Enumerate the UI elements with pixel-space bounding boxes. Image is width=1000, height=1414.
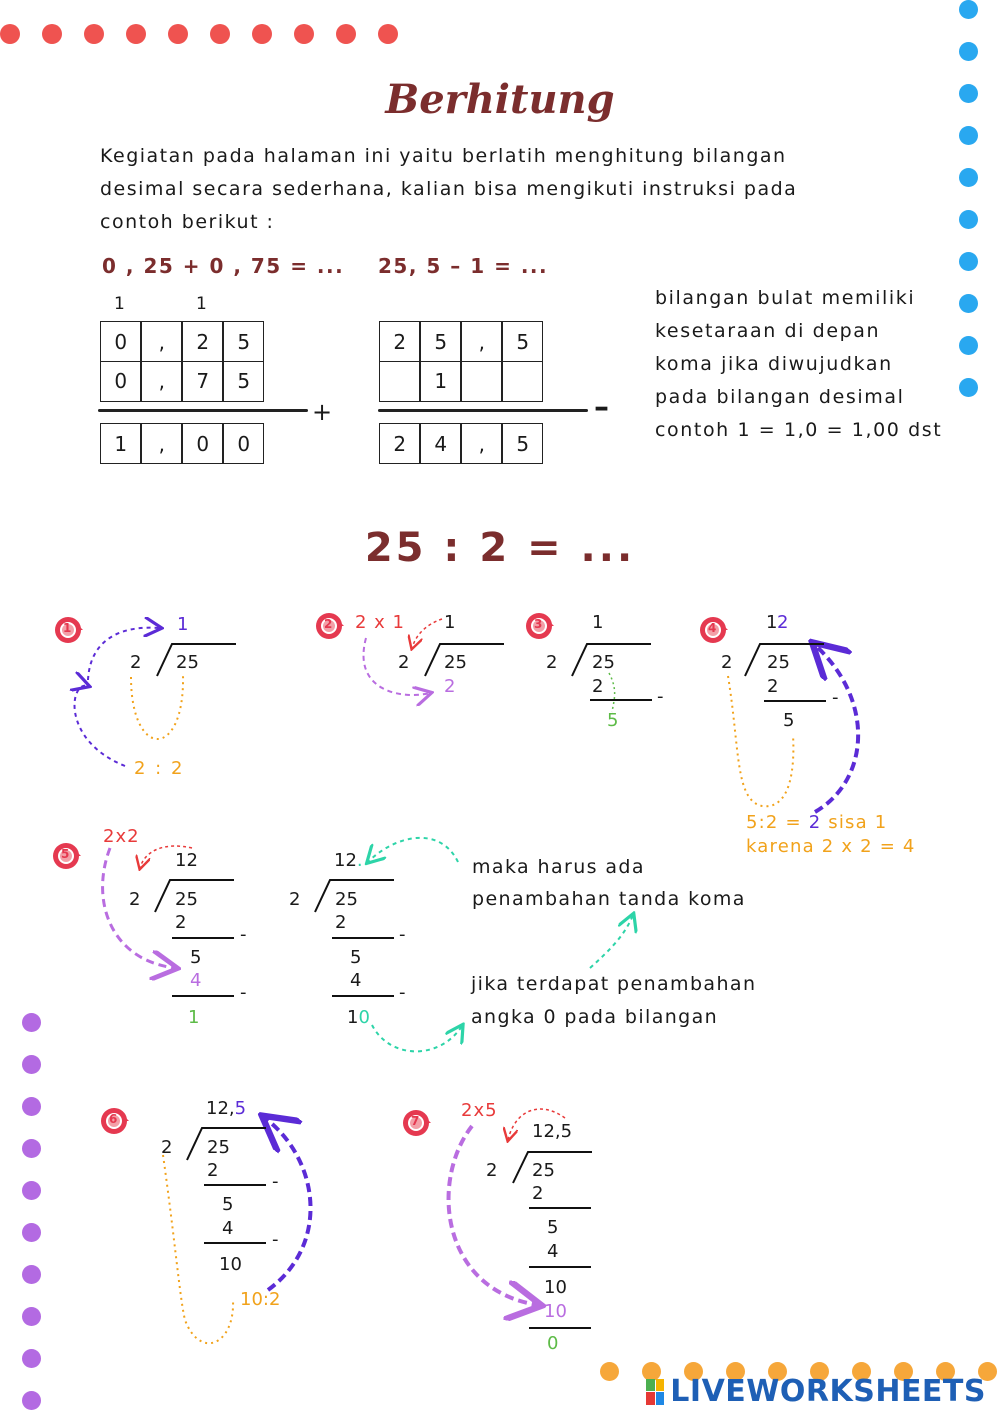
s3-divisor: 2 <box>546 652 558 673</box>
s5b-quotient <box>334 850 363 871</box>
s6-quotient-a: 12, <box>206 1098 235 1119</box>
grid-cell: 4 <box>420 423 461 464</box>
s4-rule <box>764 700 826 702</box>
addition-carry: 1 <box>196 294 207 314</box>
arrow-step2-red <box>412 619 442 648</box>
grid-cell: 1 <box>100 423 141 464</box>
s7-rem1: 5 <box>547 1217 559 1238</box>
s6-quotient-b: 5 <box>234 1098 247 1119</box>
note-line: kesetaraan di depan <box>655 320 881 342</box>
s7-product1: 2 <box>532 1183 544 1204</box>
s5b-minus: - <box>399 924 406 945</box>
liveworksheets-logo <box>646 1374 986 1409</box>
s6-product1: 2 <box>207 1160 219 1181</box>
grid-cell: 0 <box>100 361 141 402</box>
s7-rem3: 0 <box>547 1333 559 1354</box>
grid-cell: 5 <box>420 321 461 362</box>
s4-quotient-b: 2 <box>777 612 789 633</box>
grid-cell: , <box>141 423 182 464</box>
s3-minus: - <box>657 686 664 707</box>
plus-sign: + <box>312 398 333 426</box>
s5b-rem2-a: 1 <box>347 1007 359 1028</box>
grid-cell: 7 <box>182 361 223 402</box>
grid-cell: , <box>141 321 182 362</box>
intro-line: contoh berikut : <box>100 211 275 233</box>
s5b-rule2 <box>332 995 394 997</box>
addition-equation: 0 , 25 + 0 , 75 = ... <box>102 254 345 278</box>
s5b-minus: - <box>399 982 406 1003</box>
badge-label: 5 <box>61 847 70 861</box>
badge-label: 2 <box>324 617 333 631</box>
s5-quotient: 12 <box>175 850 198 871</box>
s4-remainder: 5 <box>783 710 795 731</box>
grid-cell: , <box>141 361 182 402</box>
s5b-quotient-dot: . <box>356 850 363 871</box>
s5b-dividend: 25 <box>335 889 358 910</box>
s4-caption-c: sisa 1 <box>821 812 888 833</box>
s5-rule1 <box>172 937 234 939</box>
s5-product1: 2 <box>175 912 187 933</box>
s5-note-top2: penambahan tanda koma <box>472 888 746 910</box>
s1-dividend: 25 <box>176 652 199 673</box>
arrow-step7-violet <box>449 1126 538 1305</box>
grid-cell: , <box>461 321 502 362</box>
grid-cell: 5 <box>502 423 543 464</box>
s5b-product1: 2 <box>335 912 347 933</box>
s5-rem1: 5 <box>190 947 202 968</box>
s1-divisor: 2 <box>130 652 142 673</box>
arrow-step4-purple <box>815 645 858 812</box>
intro-line: Kegiatan pada halaman ini yaitu berlatih menghitung bilangan <box>100 145 787 167</box>
s7-rem2: 10 <box>544 1277 567 1298</box>
s7-dividend: 25 <box>532 1160 555 1181</box>
logo-text: LIVEWORKSHEETS <box>670 1374 986 1409</box>
s4-minus: - <box>832 687 839 708</box>
s4-caption-a: 5:2 = <box>746 812 809 833</box>
s6-minus: - <box>272 1171 279 1192</box>
s5-product2: 4 <box>190 970 202 991</box>
s6-quotient <box>206 1098 246 1119</box>
s5b-product2: 4 <box>350 970 362 991</box>
arrow-step5-teal-bot <box>372 1025 462 1051</box>
s5-note-bottom2: angka 0 pada bilangan <box>471 1006 719 1028</box>
s6-divisor: 2 <box>161 1137 173 1158</box>
s5-note-top1: maka harus ada <box>472 856 645 878</box>
s5-hint: 2x2 <box>103 826 140 847</box>
s4-caption-2: karena 2 x 2 = 4 <box>746 836 916 857</box>
arrow-step1-up <box>75 686 125 766</box>
s7-hint: 2x5 <box>461 1100 498 1121</box>
s7-rule3 <box>529 1327 591 1329</box>
s5b-rule1 <box>332 937 394 939</box>
s5b-divisor: 2 <box>289 889 301 910</box>
s6-product2: 4 <box>222 1218 234 1239</box>
badge-label: 7 <box>411 1114 420 1128</box>
s4-product: 2 <box>767 676 779 697</box>
s5-minus: - <box>240 982 247 1003</box>
badge-label: 1 <box>63 621 72 635</box>
s3-quotient: 1 <box>592 612 604 633</box>
s5b-rem1: 5 <box>350 947 362 968</box>
s5b-rem2 <box>347 1007 370 1028</box>
s4-dividend: 25 <box>767 652 790 673</box>
arrow-step1-top <box>88 628 160 680</box>
grid-cell: 1 <box>420 361 461 402</box>
s6-rem1: 5 <box>222 1194 234 1215</box>
grid-cell: 5 <box>223 361 264 402</box>
s5-note-bottom1: jika terdapat penambahan <box>471 973 757 995</box>
page-title: Berhitung <box>385 76 615 123</box>
s2-product: 2 <box>444 676 456 697</box>
curve-step3 <box>609 673 615 712</box>
arrow-step2-violet <box>363 638 430 695</box>
grid-cell: 0 <box>223 423 264 464</box>
curve-step4-orange <box>728 676 793 806</box>
arrow-step5-teal-top <box>368 838 458 862</box>
s5-dividend: 25 <box>175 889 198 910</box>
s4-caption-b: 2 <box>808 812 822 833</box>
s5b-rem2-b: 0 <box>358 1007 370 1028</box>
s6-minus: - <box>272 1229 279 1250</box>
s3-product: 2 <box>592 676 604 697</box>
badge-label: 4 <box>708 621 717 635</box>
s5-rule2 <box>172 995 234 997</box>
note-line: koma jika diwujudkan <box>655 353 893 375</box>
s5-divisor: 2 <box>129 889 141 910</box>
s4-quotient-a: 1 <box>766 612 778 633</box>
s1-caption: 2 : 2 <box>134 758 185 779</box>
s3-rule <box>590 699 652 701</box>
grid-cell: 5 <box>223 321 264 362</box>
arrow-step5-teal-mid <box>590 915 633 968</box>
s2-quotient: 1 <box>444 612 456 633</box>
badge-label: 3 <box>534 617 543 631</box>
grid-cell: 2 <box>379 423 420 464</box>
grid-cell: , <box>461 423 502 464</box>
minus-sign: – <box>594 390 609 425</box>
arrow-step6-purple <box>265 1118 311 1290</box>
s7-rule1 <box>529 1207 591 1209</box>
addition-carry: 1 <box>114 294 125 314</box>
logo-icon <box>646 1379 664 1405</box>
grid-cell: 2 <box>182 321 223 362</box>
note-line: contoh 1 = 1,0 = 1,00 dst <box>655 419 943 441</box>
s5-minus: - <box>240 924 247 945</box>
s6-caption: 10:2 <box>240 1289 281 1310</box>
s5-rem2: 1 <box>188 1007 200 1028</box>
grid-cell: 2 <box>379 321 420 362</box>
s7-quotient: 12,5 <box>532 1121 573 1142</box>
s6-rem2: 10 <box>219 1254 242 1275</box>
curve-step1 <box>131 675 183 739</box>
s6-dividend: 25 <box>207 1137 230 1158</box>
intro-line: desimal secara sederhana, kalian bisa mengikuti instruksi pada <box>100 178 798 200</box>
s5b-quotient-num: 12 <box>334 850 357 871</box>
grid-cell: 5 <box>502 321 543 362</box>
badge-label: 6 <box>109 1112 118 1126</box>
s2-divisor: 2 <box>398 652 410 673</box>
s1-quotient: 1 <box>177 614 189 635</box>
note-line: pada bilangan desimal <box>655 386 905 408</box>
note-line: bilangan bulat memiliki <box>655 287 916 309</box>
division-title: 25 : 2 = ... <box>364 525 636 571</box>
s2-dividend: 25 <box>444 652 467 673</box>
grid-cell: 0 <box>100 321 141 362</box>
s7-rule2 <box>529 1266 591 1268</box>
s2-hint: 2 x 1 <box>355 612 405 633</box>
s7-divisor: 2 <box>486 1160 498 1181</box>
s6-rule2 <box>204 1242 266 1244</box>
s3-remainder: 5 <box>607 710 619 731</box>
s7-product3: 10 <box>544 1301 567 1322</box>
grid-cell: 0 <box>182 423 223 464</box>
s4-caption <box>746 812 887 833</box>
s6-rule1 <box>204 1184 266 1186</box>
subtraction-equation: 25, 5 – 1 = ... <box>378 254 549 278</box>
s3-dividend: 25 <box>592 652 615 673</box>
s7-product2: 4 <box>547 1241 559 1262</box>
s4-divisor: 2 <box>721 652 733 673</box>
